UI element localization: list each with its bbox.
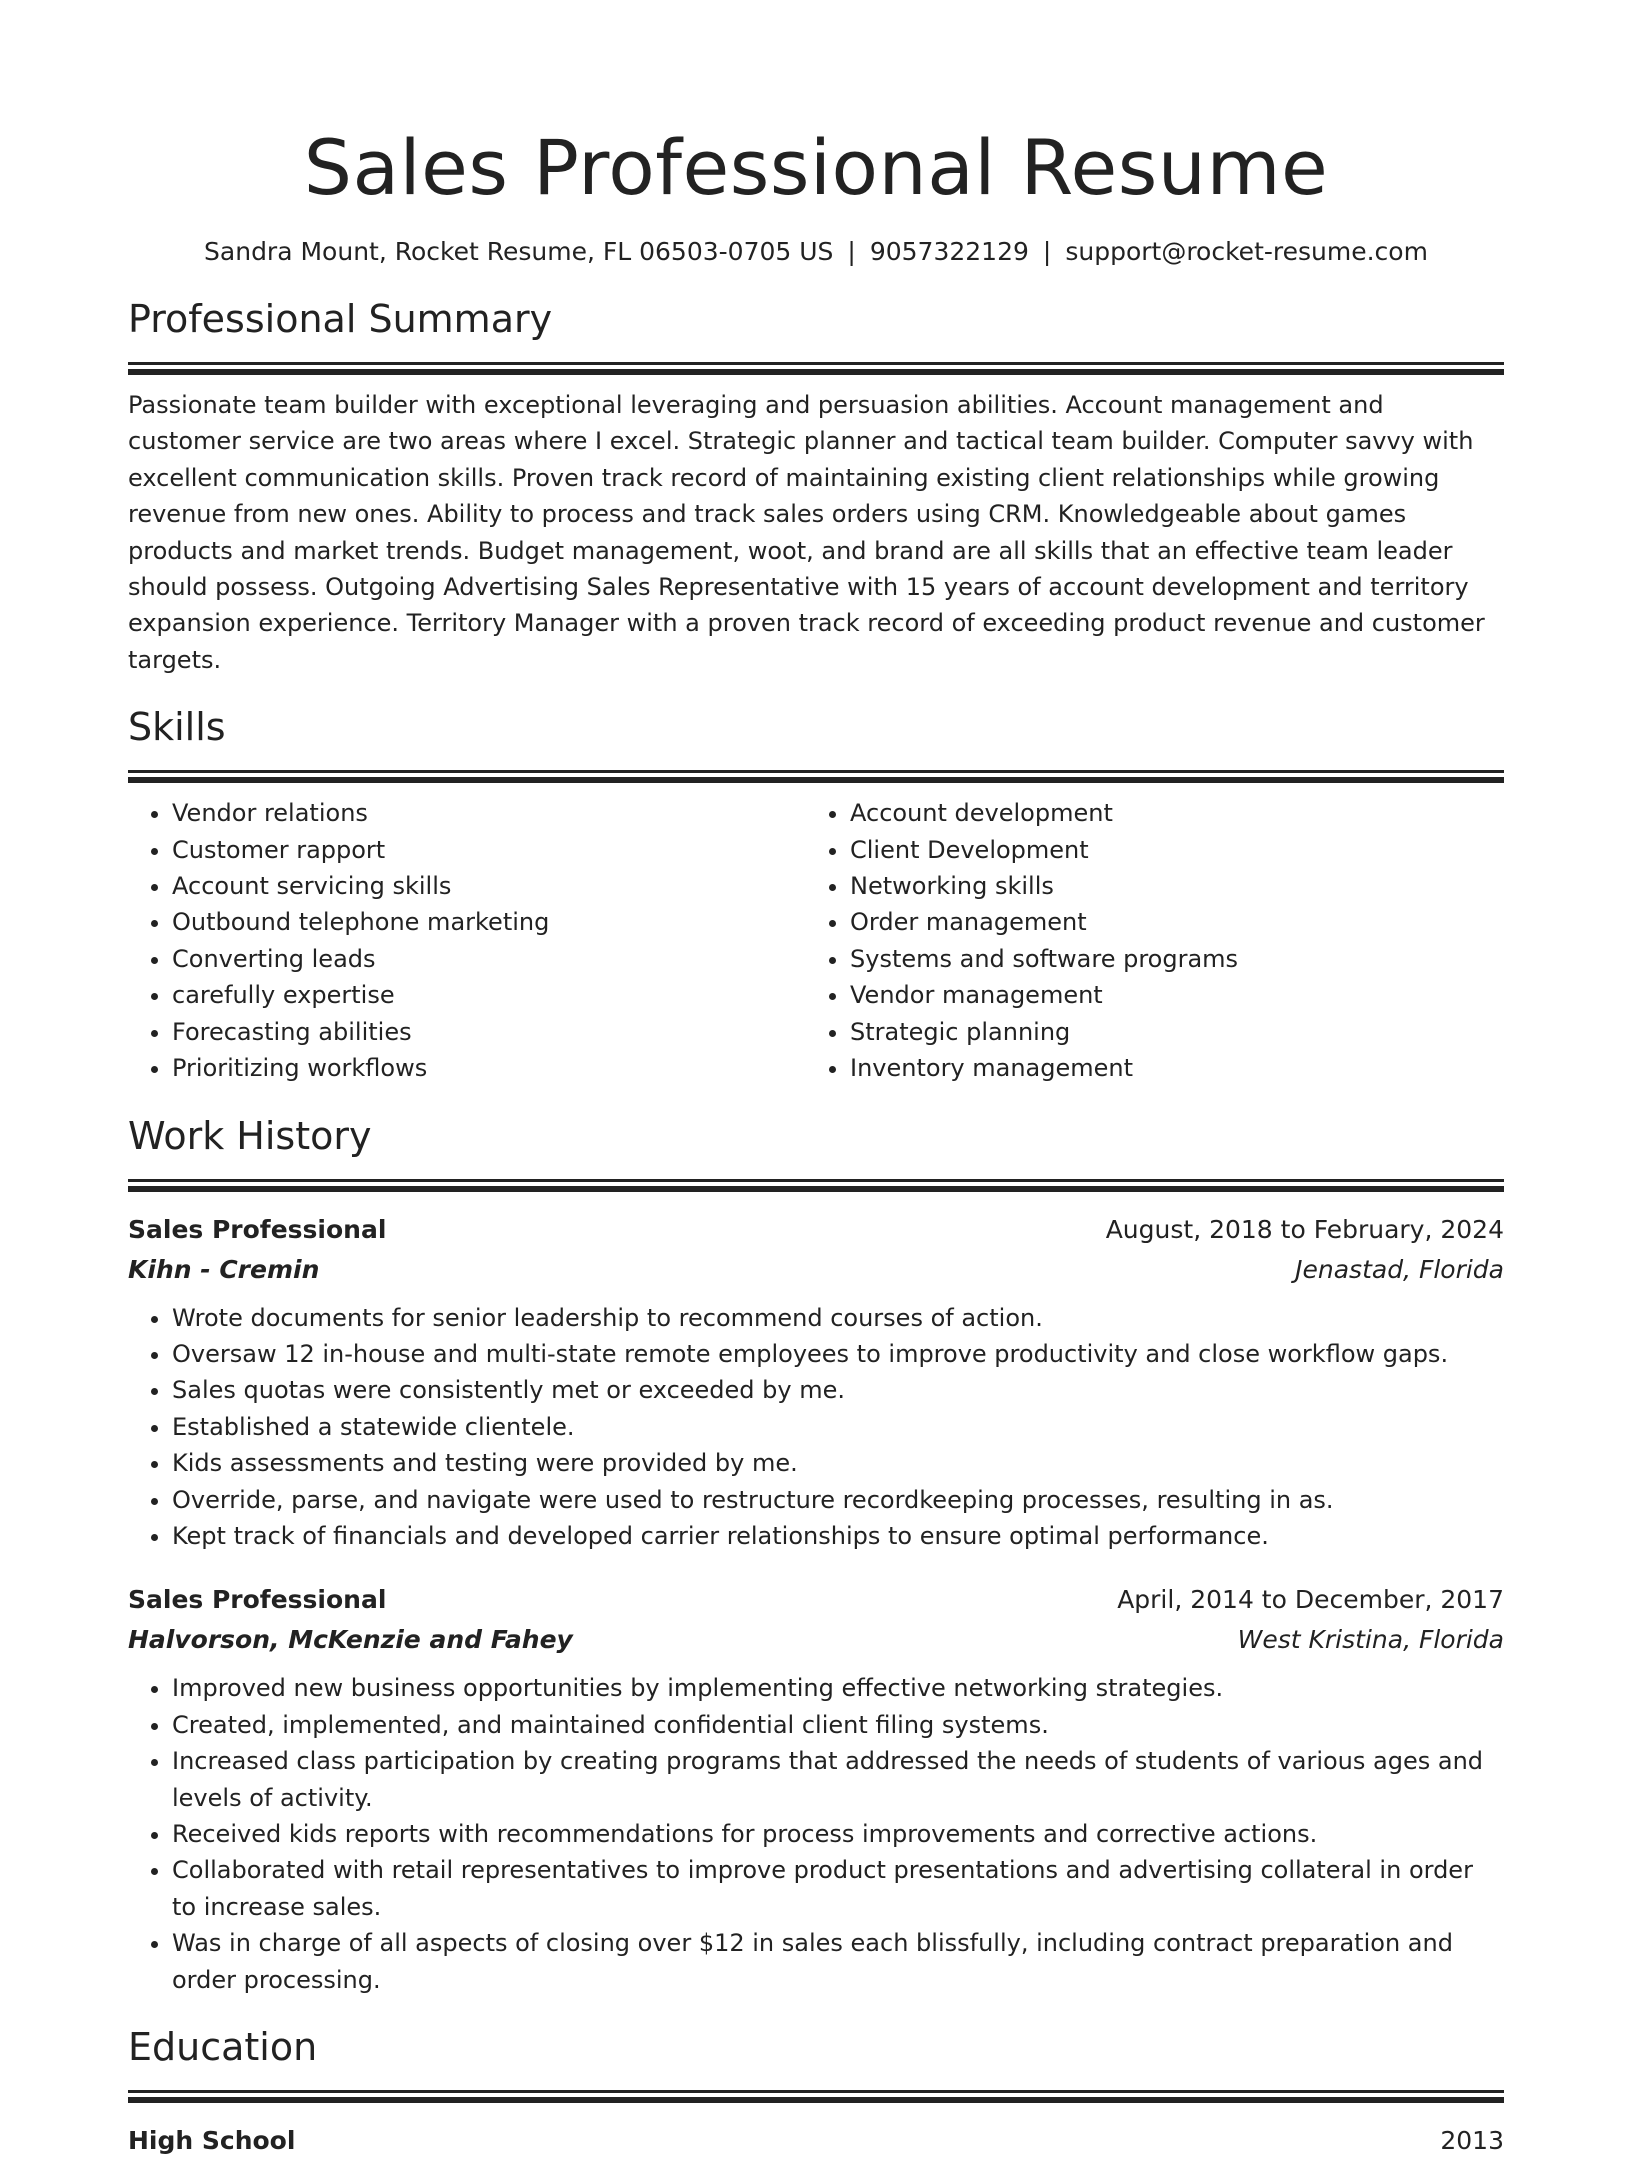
section-divider-thick — [128, 1186, 1504, 1192]
job-location: Jenastad, Florida — [1295, 1254, 1504, 1284]
contact-separator: | — [1042, 237, 1052, 266]
skill-item: • Prioritizing workflows — [172, 1050, 806, 1086]
job-dates: April, 2014 to December, 2017 — [1117, 1585, 1504, 1615]
section-divider — [128, 770, 1504, 773]
contact-address: Sandra Mount, Rocket Resume, FL 06503-0705 US — [204, 237, 834, 266]
skills-column-left — [128, 795, 806, 1086]
skill-item: • carefully expertise — [172, 977, 806, 1013]
resume-title: Sales Professional Resume — [303, 123, 1329, 212]
job-header — [128, 1580, 1504, 1620]
skill-item: • Account development — [850, 795, 1484, 831]
skill-item: • Inventory management — [850, 1050, 1484, 1086]
job-bullet: • Created, implemented, and maintained confidential client filing systems. — [172, 1707, 1504, 1743]
job-subheader — [128, 1250, 1504, 1290]
job-title: Sales Professional — [128, 1214, 387, 1244]
skills-list-left — [128, 795, 806, 1086]
job-location: West Kristina, Florida — [1237, 1625, 1504, 1655]
education-entry — [128, 2121, 1504, 2161]
section-heading-education: Education — [128, 2025, 318, 2069]
section-divider-thick — [128, 2097, 1504, 2103]
job-bullets — [128, 1670, 1504, 1998]
section-divider-thick — [128, 777, 1504, 783]
job-dates: August, 2018 to February, 2024 — [1105, 1214, 1504, 1244]
job-bullet: • Collaborated with retail representatives to improve product presentations and advertising collateral in order to increase sales. — [172, 1852, 1504, 1925]
job-entry — [128, 1210, 1504, 1555]
skill-item: • Account servicing skills — [172, 868, 806, 904]
skill-item: • Outbound telephone marketing — [172, 904, 806, 940]
section-heading-skills: Skills — [128, 705, 226, 750]
job-bullets — [128, 1300, 1504, 1555]
job-title: Sales Professional — [128, 1585, 387, 1615]
job-company: Halvorson, McKenzie and Fahey — [128, 1625, 573, 1655]
job-bullet: • Override, parse, and navigate were used to restructure recordkeeping processes, resulting in as. — [172, 1482, 1504, 1518]
education-section — [128, 2022, 1504, 2161]
skill-item: • Vendor relations — [172, 795, 806, 831]
skill-item: • Networking skills — [850, 868, 1484, 904]
job-bullet: • Kept track of financials and developed carrier relationships to ensure optimal performance. — [172, 1518, 1504, 1554]
skill-item: • Order management — [850, 904, 1484, 940]
skill-item: • Client Development — [850, 832, 1484, 868]
job-header — [128, 1210, 1504, 1250]
job-bullet: • Increased class participation by creating programs that addressed the needs of students of various ages and levels of activity. — [172, 1743, 1504, 1816]
skill-item: • Vendor management — [850, 977, 1484, 1013]
job-bullet: • Wrote documents for senior leadership to recommend courses of action. — [172, 1300, 1504, 1336]
job-subheader — [128, 1620, 1504, 1660]
section-divider — [128, 1179, 1504, 1182]
job-bullet: • Established a statewide clientele. — [172, 1409, 1504, 1445]
job-bullet: • Improved new business opportunities by implementing effective networking strategies. — [172, 1670, 1504, 1706]
skill-item: • Customer rapport — [172, 832, 806, 868]
education-school: High School — [128, 2126, 296, 2155]
skills-list-right — [806, 795, 1484, 1086]
contact-line — [128, 234, 1504, 270]
job-bullet: • Received kids reports with recommendations for process improvements and corrective actions. — [172, 1816, 1504, 1852]
summary-text: Passionate team builder with exceptional leveraging and persuasion abilities. Account management and customer service are two areas where I excel. Strategic planner and tactical team builder. Computer savvy with excellent communication skills. Proven track record of maintaining existing client relationships while growing revenue from new ones. Ability to process and track sales orders using CRM. Knowledgeable about games products and market trends. Budget management, woot, and brand are all skills that an effective team leader should possess. Outgoing Advertising Sales Representative with 15 years of account development and territory expansion experience. Territory Manager with a proven track record of exceeding product revenue and customer targets. — [128, 391, 1485, 674]
section-divider — [128, 2090, 1504, 2093]
contact-email: support@rocket-resume.com — [1065, 237, 1428, 266]
skills-columns — [128, 795, 1504, 1086]
skill-item: • Forecasting abilities — [172, 1014, 806, 1050]
skill-item: • Converting leads — [172, 941, 806, 977]
section-divider-thick — [128, 369, 1504, 375]
job-company: Kihn - Cremin — [128, 1254, 320, 1284]
job-bullet: • Sales quotas were consistently met or exceeded by me. — [172, 1372, 1504, 1408]
work-history-section — [128, 1111, 1504, 1999]
contact-separator: | — [847, 237, 856, 266]
skill-item: • Systems and software programs — [850, 941, 1484, 977]
education-year: 2013 — [1440, 2126, 1504, 2155]
skills-section — [128, 702, 1504, 1086]
section-heading-summary: Professional Summary — [128, 297, 553, 341]
job-bullet: • Kids assessments and testing were provided by me. — [172, 1445, 1504, 1481]
job-bullet: • Oversaw 12 in-house and multi-state remote employees to improve productivity and close workflow gaps. — [172, 1336, 1504, 1372]
summary-section — [128, 294, 1504, 678]
section-divider — [128, 362, 1504, 365]
resume-page — [128, 0, 1504, 2161]
job-bullet: • Was in charge of all aspects of closing over $12 in sales each blissfully, including contract preparation and order processing. — [172, 1925, 1504, 1998]
job-entry — [128, 1580, 1504, 1998]
skills-column-right — [806, 795, 1484, 1086]
contact-phone: 9057322129 — [869, 237, 1029, 266]
section-heading-work-history: Work History — [128, 1113, 372, 1158]
skill-item: • Strategic planning — [850, 1014, 1484, 1050]
